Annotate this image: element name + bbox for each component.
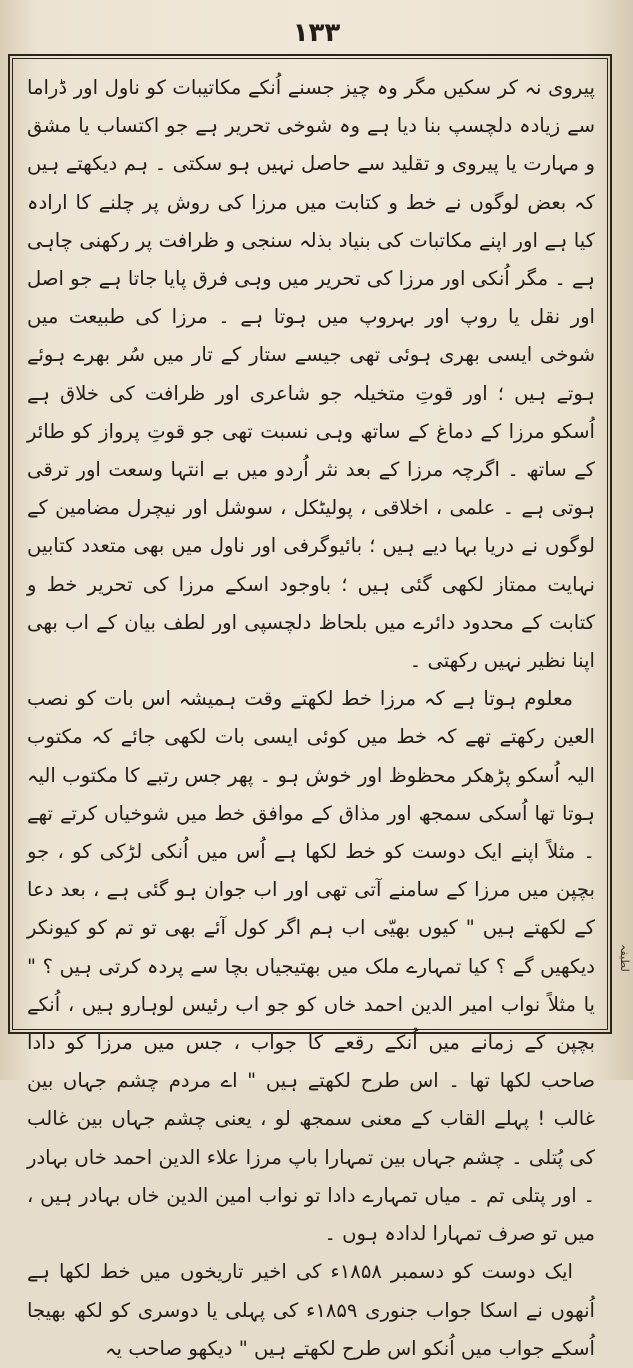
- page-number: ۱۳۳: [292, 18, 341, 48]
- text-block: [12, 58, 608, 1360]
- margin-note: لطیفہ: [618, 944, 631, 972]
- paragraph-1: پیروی نہ کر سکیں مگر وہ چیز جسنے اُنکے مکاتیبات کو ناول اور ڈراما سے زیادہ دلچسپ بنا دیا ہے وہ شوخی تحریر ہے جو اکتساب یا مشق و مہارت یا پیروی و تقلید سے حاصل نہیں ہو سکتی ۔ ہم دیکھتے ہیں کہ بعض لوگوں نے خط و کتابت میں مرزا کی روش پر چلنے کا ارادہ کیا ہے اور اپنے مکاتبات کی بنیاد بذلہ سنجی و ظرافت پر رکھنی چاہی ہے ۔ مگر اُنکی اور مرزا کی تحریر میں وہی فرق پایا جاتا ہے جو اصل اور نقل یا روپ اور بہروپ میں ہوتا ہے ۔ مرزا کی طبیعت میں شوخی ایسی بھری ہوئی تھی جیسے ستار کے تار میں سُر بھرے ہوئے ہوتے ہیں ؛ اور قوتِ متخیلہ جو شاعری اور ظرافت کی خلاق ہے اُسکو مرزا کے دماغ کے ساتھ وہی نسبت تھی جو قوتِ پرواز کو طائر کے ساتھ ۔ اگرچہ مرزا کے بعد نثر اُردو میں بے انتہا وسعت اور ترقی ہوتی ہے ۔ علمی ، اخلاقی ، پولیٹکل ، سوشل اور نیچرل مضامین کے لوگوں نے دریا بہا دیے ہیں ؛ بائیوگرفی اور ناول میں بھی متعدد کتابیں نہایت ممتاز لکھی گئی ہیں ؛ باوجود اسکے مرزا کی تحریر خط و کتابت کے محدود دائرے میں بلحاظ دلچسپی اور لطف بیان کے اب بھی اپنا نظیر نہیں رکھتی ۔: [27, 76, 595, 673]
- paragraph-3: ایک دوست کو دسمبر ۱۸۵۸ء کی اخیر تاریخوں میں خط لکھا ہے اُنھوں نے اسکا جواب جنوری ۱۸۵۹ء کی پہلی یا دوسری کو لکھ بھیجا اُسکے جواب میں اُنکو اس طرح لکھتے ہیں " دیکھو صاحب یہ: [27, 1260, 595, 1360]
- paragraph-2: معلوم ہوتا ہے کہ مرزا خط لکھتے وقت ہمیشہ اس بات کو نصب العین رکھتے تھے کہ خط میں کوئی ایسی بات لکھی جائے کہ مکتوب الیہ اُسکو پڑھکر محظوظ اور خوش ہو ۔ پھر جس رتبے کا مکتوب الیہ ہوتا تھا اُسکی سمجھ اور مذاق کے موافق خط میں شوخیاں کرتے تھے ۔ مثلاً اپنے ایک دوست کو خط لکھا ہے اُس میں اُنکی لڑکی کو ، جو بچپن میں مرزا کے سامنے آتی تھی اور اب جوان ہو گئی ہے ، بعد دعا کے لکھتے ہیں " کیوں بھیّی اب ہم اگر کول آئے بھی تو تم کو کیونکر دیکھیں گے ؟ کیا تمہارے ملک میں بھتیجیاں بچا سے پردہ کرتی ہیں ؟ " یا مثلاً نواب امیر الدین احمد خاں کو جو اب رئیس لوہارو ہیں ، اُنکے بچپن کے زمانے میں اُنکے رقعے کا جواب ، جس میں مرزا کو دادا صاحب لکھا تھا ۔ اس طرح لکھتے ہیں " اے مردم چشم جہاں بین غالب ! پہلے القاب کے معنی سمجھ لو ، یعنی چشم جہاں بین غالب کی پُتلی ۔ چشم جہاں بین تمہارا باپ مرزا علاء الدین احمد خاں بہادر ۔ اور پتلی تم ۔ میاں تمہارے دادا تو نواب امین الدین خاں بہادر ہیں ، میں تو صرف تمہارا لدادہ ہوں ۔: [27, 687, 595, 1246]
